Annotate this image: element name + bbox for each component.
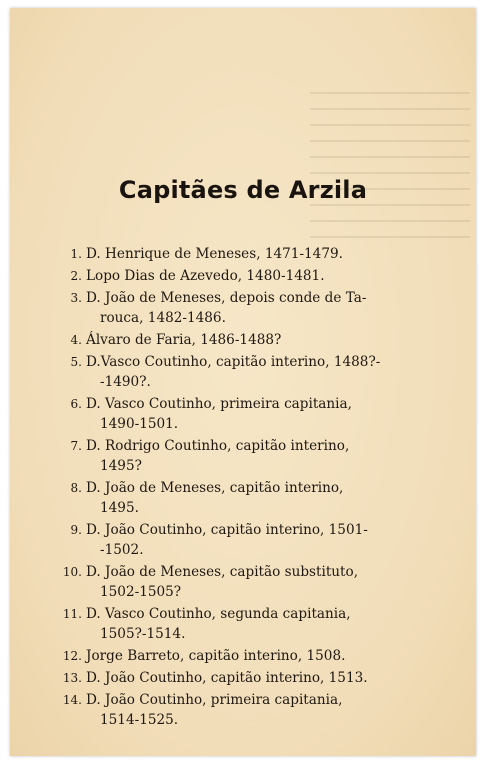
item-text: D. João Coutinho, primeira capitania, [86, 692, 343, 708]
item-number: 8. [70, 481, 82, 495]
item-text-continuation: 1514-1525. [100, 712, 179, 728]
item-number: 10. [62, 565, 82, 579]
item-text: Lopo Dias de Azevedo, 1480-1481. [86, 268, 325, 284]
list-item [60, 478, 400, 518]
item-text-continuation: -1502. [100, 542, 144, 558]
item-number: 12. [62, 649, 82, 663]
item-text-continuation: 1502-1505? [100, 584, 182, 600]
item-text-continuation: 1495? [100, 458, 142, 474]
bleed-through-text [310, 78, 470, 248]
list-item [60, 520, 400, 560]
item-text: D. João de Meneses, capitão interino, [86, 480, 344, 496]
list-item [60, 562, 400, 602]
page-title: Capitães de Arzila [118, 176, 368, 204]
item-number: 3. [70, 291, 82, 305]
item-text: D. João de Meneses, depois conde de Ta- [86, 290, 367, 306]
list-item [60, 266, 400, 286]
item-text: Álvaro de Faria, 1486-1488? [86, 332, 282, 348]
item-text-continuation: 1490-1501. [100, 416, 179, 432]
item-text: D. Vasco Coutinho, segunda capitania, [86, 606, 351, 622]
item-text: D.Vasco Coutinho, capitão interino, 1488?- [86, 354, 381, 370]
list-item [60, 604, 400, 644]
list-item [60, 436, 400, 476]
item-number: 14. [62, 693, 82, 707]
item-text: D. Vasco Coutinho, primeira capitania, [86, 396, 352, 412]
list-item [60, 330, 400, 350]
list-item [60, 352, 400, 392]
item-number: 9. [70, 523, 82, 537]
item-text: D. Henrique de Meneses, 1471-1479. [86, 246, 343, 262]
item-number: 1. [70, 247, 82, 261]
item-text-continuation: 1505?-1514. [100, 626, 186, 642]
item-number: 5. [70, 355, 82, 369]
item-number: 2. [70, 269, 82, 283]
item-number: 13. [62, 671, 82, 685]
item-text: D. Rodrigo Coutinho, capitão interino, [86, 438, 350, 454]
book-page [10, 8, 476, 756]
item-text-continuation: 1495. [100, 500, 139, 516]
item-text: D. João de Meneses, capitão substituto, [86, 564, 359, 580]
item-text: D. João Coutinho, capitão interino, 1513. [86, 670, 368, 686]
item-text: D. João Coutinho, capitão interino, 1501- [86, 522, 368, 538]
item-number: 4. [70, 333, 82, 347]
item-text-continuation: -1490?. [100, 374, 151, 390]
item-number: 6. [70, 397, 82, 411]
captain-list [60, 244, 400, 732]
list-item [60, 244, 400, 264]
item-number: 11. [62, 607, 82, 621]
list-item [60, 668, 400, 688]
list-item [60, 646, 400, 666]
list-item [60, 690, 400, 730]
item-text: Jorge Barreto, capitão interino, 1508. [86, 648, 346, 664]
list-item [60, 394, 400, 434]
list-item [60, 288, 400, 328]
item-text-continuation: rouca, 1482-1486. [100, 310, 226, 326]
item-number: 7. [70, 439, 82, 453]
